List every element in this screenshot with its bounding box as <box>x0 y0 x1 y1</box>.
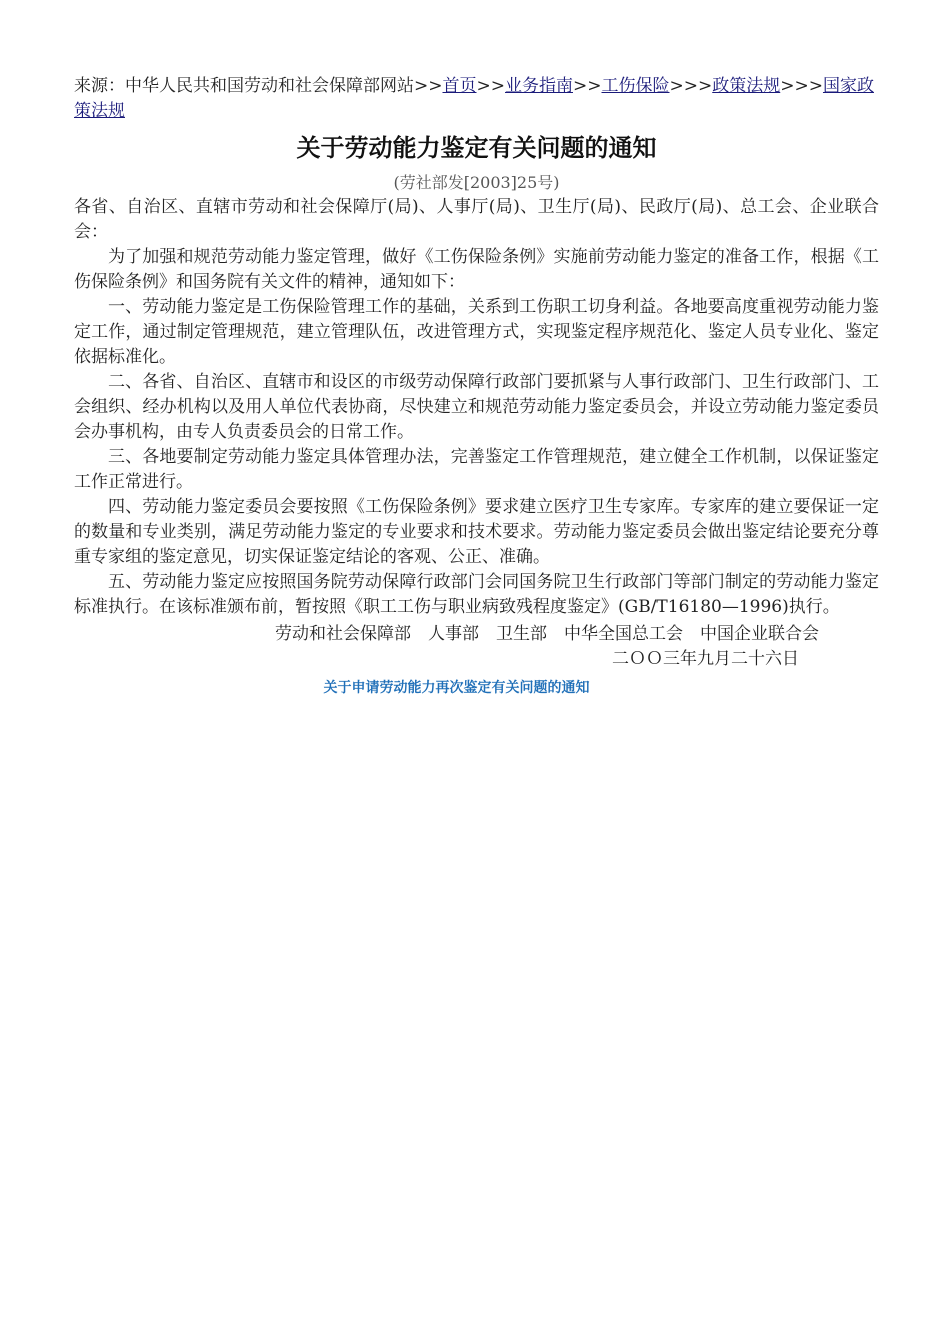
related-article <box>74 676 879 701</box>
source-breadcrumb <box>74 74 879 124</box>
document-body <box>74 74 879 701</box>
intro-paragraph: 为了加强和规范劳动能力鉴定管理，做好《工伤保险条例》实施前劳动能力鉴定的准备工作，根据《工伤保险条例》和国务院有关文件的精神，通知如下： <box>74 247 879 292</box>
breadcrumb-policy-link[interactable]: 政策法规 <box>712 76 781 96</box>
document-number: (劳社部发[2003]25号) <box>393 173 560 192</box>
breadcrumb-separator: >> <box>414 76 443 96</box>
breadcrumb-separator: >> <box>573 76 602 96</box>
breadcrumb-separator: >>> <box>669 76 713 96</box>
issuing-organizations: 劳动和社会保障部 人事部 卫生部 中华全国总工会 中国企业联合会 <box>275 624 819 644</box>
breadcrumb-guide-link[interactable]: 业务指南 <box>505 76 573 96</box>
source-prefix: 来源：中华人民共和国劳动和社会保障部网站 <box>74 76 414 96</box>
breadcrumb-separator: >>> <box>780 76 823 96</box>
breadcrumb-national-policy-link[interactable]: 国家政策法规 <box>74 76 874 121</box>
item-paragraph-2: 二、各省、自治区、直辖市和设区的市级劳动保障行政部门要抓紧与人事行政部门、卫生行政部门、工会组织、经办机构以及用人单位代表协商，尽快建立和规范劳动能力鉴定委员会，并设立劳动能力鉴定委员会办事机构，由专人负责委员会的日常工作。 <box>74 372 879 442</box>
breadcrumb-injury-insurance-link[interactable]: 工伤保险 <box>601 76 670 96</box>
document-title: 关于劳动能力鉴定有关问题的通知 <box>296 134 657 162</box>
issue-date: 二ＯＯ三年九月二十六日 <box>612 649 799 669</box>
salutation: 各省、自治区、直辖市劳动和社会保障厅(局)、人事厅(局)、卫生厅(局)、民政厅(局)、总工会、企业联合会： <box>74 197 879 242</box>
item-paragraph-5: 五、劳动能力鉴定应按照国务院劳动保障行政部门会同国务院卫生行政部门等部门制定的劳动能力鉴定标准执行。在该标准颁布前，暂按照《职工工伤与职业病致残程度鉴定》(GB/T16180—1996)执行。 <box>74 572 879 617</box>
item-paragraph-3: 三、各地要制定劳动能力鉴定具体管理办法，完善鉴定工作管理规范，建立健全工作机制，以保证鉴定工作正常进行。 <box>74 447 879 492</box>
related-article-link[interactable]: 关于申请劳动能力再次鉴定有关问题的通知 <box>323 680 590 696</box>
breadcrumb-separator: >> <box>476 76 505 96</box>
breadcrumb-home-link[interactable]: 首页 <box>442 76 477 96</box>
item-paragraph-4: 四、劳动能力鉴定委员会要按照《工伤保险条例》要求建立医疗卫生专家库。专家库的建立要保证一定的数量和专业类别，满足劳动能力鉴定的专业要求和技术要求。劳动能力鉴定委员会做出鉴定结论要充分尊重专家组的鉴定意见，切实保证鉴定结论的客观、公正、准确。 <box>74 497 879 567</box>
item-paragraph-1: 一、劳动能力鉴定是工伤保险管理工作的基础，关系到工伤职工切身利益。各地要高度重视劳动能力鉴定工作，通过制定管理规范，建立管理队伍，改进管理方式，实现鉴定程序规范化、鉴定人员专业化、鉴定依据标准化。 <box>74 297 879 367</box>
